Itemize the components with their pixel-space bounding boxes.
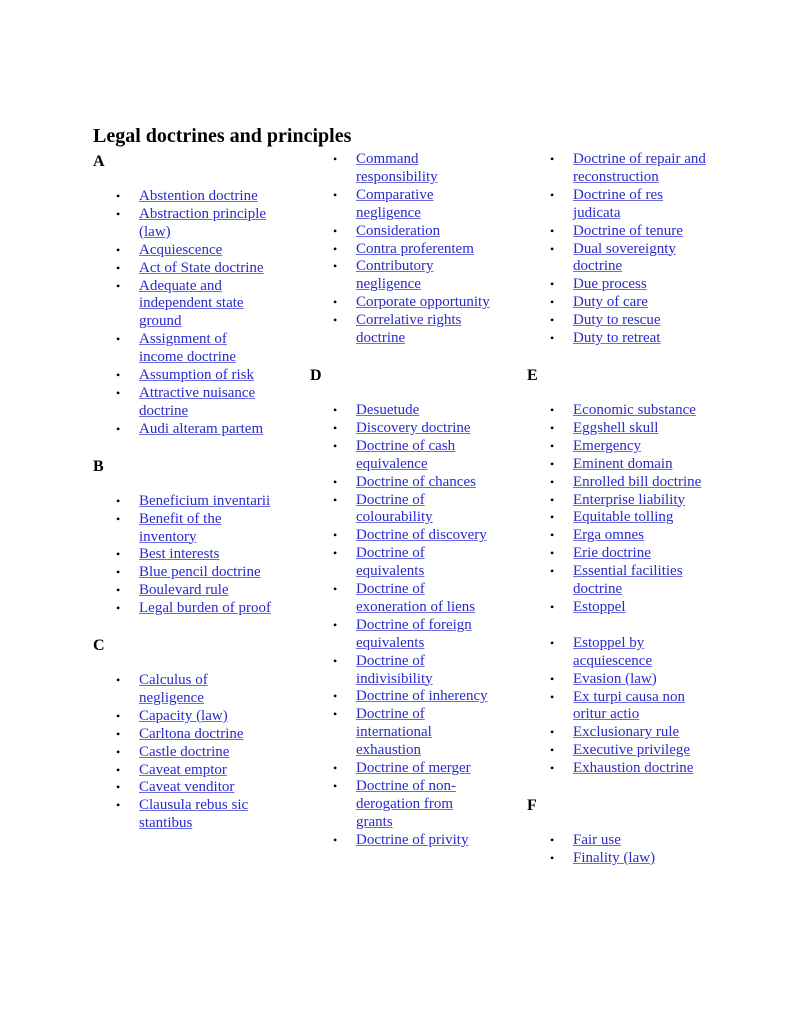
doctrine-link[interactable]: Comparative negligence [356,186,434,221]
list-item [139,582,273,600]
doctrine-link[interactable]: Doctrine of repair and reconstruction [573,151,706,185]
list-item [356,617,490,653]
doctrine-link[interactable]: Assignment of income doctrine [139,331,237,366]
list-item [573,492,707,510]
list-item [356,778,490,832]
list-item [139,744,273,762]
list-item [139,762,273,780]
doctrine-link[interactable]: Caveat emptor [139,761,227,778]
doctrine-link[interactable]: Doctrine of res judicata [573,186,663,221]
list-item [139,278,273,332]
doctrine-link[interactable]: Doctrine of chances [356,473,476,490]
doctrine-link[interactable]: Beneficium inventarii [139,492,271,509]
list-item [356,187,490,223]
doctrine-link[interactable]: Exclusionary rule [573,724,680,741]
section-letter-b: B [93,457,104,475]
doctrine-link[interactable]: Contributory negligence [356,258,434,293]
list-item [139,493,273,511]
doctrine-link[interactable]: Estoppel [573,598,626,615]
list-item [139,331,273,367]
list-item [139,206,273,242]
list-item [139,708,273,726]
doctrine-link[interactable]: Duty of care [573,294,648,311]
doctrine-link[interactable]: Abstraction principle (law) [139,205,267,240]
list-d-continued [527,151,727,348]
list-item [139,779,273,797]
doctrine-link[interactable]: Essential facilities doctrine [573,563,683,598]
doctrine-link[interactable]: Exhaustion doctrine [573,760,694,777]
doctrine-link[interactable]: Adequate and independent state ground [139,277,244,330]
list-item [573,223,707,241]
list-d [310,402,510,850]
list-item [573,850,707,868]
list-item [139,726,273,744]
list-item [356,545,490,581]
doctrine-link[interactable]: Enterprise liability [573,491,686,508]
doctrine-link[interactable]: Evasion (law) [573,670,657,687]
doctrine-link[interactable]: Corporate opportunity [356,294,490,311]
doctrine-link[interactable]: Estoppel by acquiescence [573,634,653,669]
column-2 [310,151,510,850]
list-item [356,474,490,492]
doctrine-link[interactable]: Desuetude [356,401,420,418]
doctrine-link[interactable]: Eggshell skull [573,419,659,436]
doctrine-link[interactable]: Economic substance [573,401,696,418]
list-item [573,635,707,671]
section-letter-c: C [93,637,105,655]
list-item [573,689,707,725]
doctrine-link[interactable]: Eminent domain [573,455,673,472]
doctrine-link[interactable]: Calculus of negligence [139,672,208,706]
list-item [139,260,273,278]
list-f [527,832,727,868]
doctrine-link[interactable]: Command responsibility [356,151,438,185]
list-item [573,545,707,563]
list-item [139,421,273,439]
list-item [573,456,707,474]
list-item [139,242,273,260]
list-item [356,688,490,706]
doctrine-link[interactable]: Duty to rescue [573,312,661,329]
doctrine-link[interactable]: Act of State doctrine [139,259,264,276]
list-c-continued [310,151,510,348]
doctrine-link[interactable]: Abstention doctrine [139,188,258,204]
section-letter-e: E [527,366,538,384]
doctrine-link[interactable]: Doctrine of non-derogation from grants [356,778,456,830]
doctrine-link[interactable]: Enrolled bill doctrine [573,473,702,490]
doctrine-link[interactable]: Erie doctrine [573,545,651,562]
doctrine-link[interactable]: Doctrine of cash equivalence [356,437,456,472]
doctrine-link[interactable]: Best interests [139,546,220,563]
list-e-continued [527,635,727,778]
doctrine-link[interactable]: Clausula rebus sic stantibus [139,797,249,832]
list-item [573,724,707,742]
doctrine-link[interactable]: Boulevard rule [139,582,229,599]
list-item [139,511,273,547]
doctrine-link[interactable]: Acquiescence [139,241,223,258]
list-item [573,294,707,312]
doctrine-link[interactable]: Emergency [573,437,642,454]
list-item [356,294,490,312]
doctrine-link[interactable]: Legal burden of proof [139,600,272,617]
doctrine-link[interactable]: Blue pencil doctrine [139,564,261,581]
column-3 [527,151,727,868]
page-title: Legal doctrines and principles [93,125,352,147]
list-item [573,671,707,689]
doctrine-link[interactable]: Fair use [573,832,621,849]
list-item [356,223,490,241]
doctrine-link[interactable]: Duty to retreat [573,330,661,347]
list-item [356,832,490,850]
doctrine-link[interactable]: Doctrine of tenure [573,222,683,239]
list-item [573,187,707,223]
list-item [139,367,273,385]
doctrine-link[interactable]: Carltona doctrine [139,725,244,742]
list-item [139,797,273,833]
list-item [356,258,490,294]
list-item [139,672,273,708]
list-e [527,402,727,617]
list-item [356,402,490,420]
doctrine-link[interactable]: Consideration [356,222,441,239]
doctrine-link[interactable]: Doctrine of foreign equivalents [356,616,472,651]
column-1 [93,151,293,833]
doctrine-link[interactable]: Audi alteram partem [139,420,264,437]
doctrine-link[interactable]: Doctrine of discovery [356,527,487,544]
list-item [573,420,707,438]
list-item [356,438,490,474]
doctrine-link[interactable]: Castle doctrine [139,743,230,760]
doctrine-link[interactable]: Caveat venditor [139,779,235,796]
doctrine-link[interactable]: Ex turpi causa non oritur actio [573,688,686,723]
doctrine-link[interactable]: Doctrine of international exhaustion [356,706,432,759]
doctrine-link[interactable]: Dual sovereignty doctrine [573,240,676,275]
section-letter-f: F [527,797,537,815]
doctrine-link[interactable]: Doctrine of equivalents [356,545,425,580]
list-item [573,438,707,456]
list-c [93,672,293,833]
section-letter-d: D [310,366,322,384]
doctrine-link[interactable]: Doctrine of inherency [356,688,488,705]
doctrine-link[interactable]: Doctrine of merger [356,760,471,777]
doctrine-link[interactable]: Assumption of risk [139,367,255,384]
list-item [356,241,490,259]
doctrine-link[interactable]: Due process [573,276,647,293]
list-item [139,564,273,582]
doctrine-link[interactable]: Contra proferentem [356,240,474,257]
section-letter-a: A [93,153,105,170]
list-item [573,312,707,330]
list-item [573,832,707,850]
list-item [573,241,707,277]
doctrine-link[interactable]: Erga omnes [573,527,644,544]
list-item [356,151,490,187]
list-item [356,581,490,617]
list-a [93,188,293,439]
list-item [573,509,707,527]
doctrine-link[interactable]: Correlative rights doctrine [356,312,462,347]
list-item [356,527,490,545]
list-item [573,402,707,420]
doctrine-link[interactable]: Executive privilege [573,742,691,759]
doctrine-link[interactable]: Finality (law) [573,850,656,866]
list-item [356,312,490,348]
list-item [573,563,707,599]
doctrine-link[interactable]: Doctrine of privity [356,831,469,848]
list-item [356,653,490,689]
list-item [573,474,707,492]
doctrine-link[interactable]: Benefit of the inventory [139,510,222,545]
list-item [356,492,490,528]
list-item [573,742,707,760]
list-item [139,600,273,618]
list-item [573,151,707,187]
list-b [93,493,293,618]
list-item [139,385,273,421]
list-item [139,188,273,206]
list-item [139,546,273,564]
doctrine-link[interactable]: Doctrine of indivisibility [356,652,433,687]
list-item [573,599,707,617]
list-item [356,420,490,438]
list-item [573,760,707,778]
doctrine-link[interactable]: Doctrine of exoneration of liens [356,581,476,615]
doctrine-link[interactable]: Discovery doctrine [356,419,471,436]
doctrine-link[interactable]: Attractive nuisance doctrine [139,384,256,419]
list-item [356,706,490,760]
doctrine-link[interactable]: Capacity (law) [139,707,228,724]
list-item [573,330,707,348]
doctrine-link[interactable]: Equitable tolling [573,509,674,526]
list-item [573,276,707,294]
list-item [573,527,707,545]
list-item [356,760,490,778]
doctrine-link[interactable]: Doctrine of colourability [356,491,433,526]
